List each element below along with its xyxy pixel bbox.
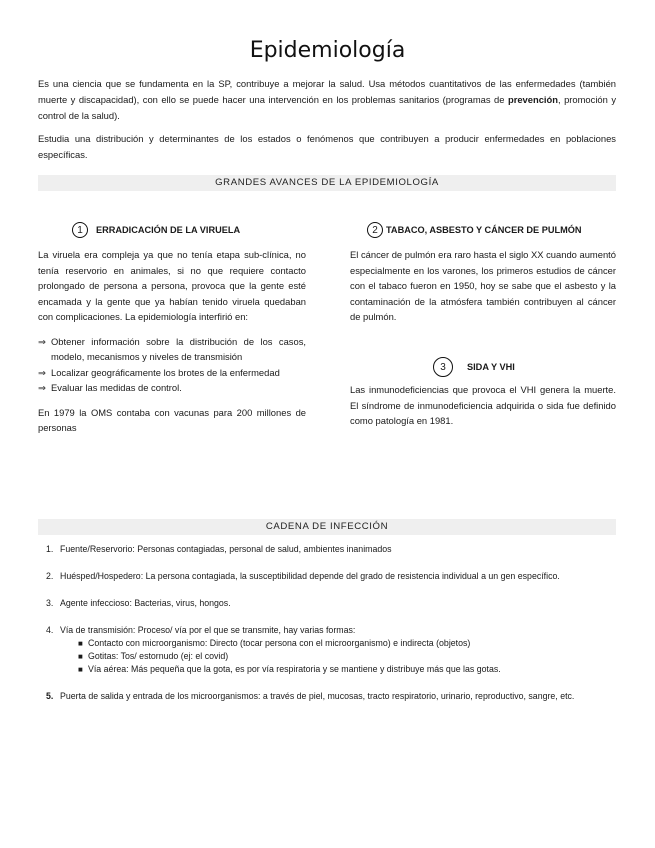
number-circle-icon: 1	[72, 222, 88, 238]
list-item: 5. Puerta de salida y entrada de los microorganismos: a través de piel, mucosas, tracto respiratorio, urinario, reproductivo, sangre, etc.	[46, 691, 575, 701]
bullet-icon: ■	[78, 639, 83, 648]
list-item: ⇒ Obtener información sobre la distribución de los casos, modelo, mecanismos y niveles de transmisión	[38, 334, 306, 365]
sub-list-item: ■ Vía aérea: Más pequeña que la gota, es por vía respiratoria y se mantiene y distribuye más que las gotas.	[78, 664, 501, 674]
list-item: 3. Agente infeccioso: Bacterias, virus, hongos.	[46, 598, 231, 608]
bullet-icon: ■	[78, 652, 83, 661]
sub-list	[78, 637, 616, 676]
chain-list	[46, 543, 616, 717]
section-band-avances: GRANDES AVANCES DE LA EPIDEMIOLOGÍA	[38, 175, 616, 191]
section-body-3: Las inmunodeficiencias que provoca el VHI genera la muerte. El síndrome de inmunodeficiencia adquirida o sida fue definido como patología en 1981.	[350, 384, 616, 426]
section-title-3: SIDA Y VHI	[467, 362, 515, 372]
oms-text: En 1979 la OMS contaba con vacunas para 200 millones de personas	[38, 406, 306, 433]
list-item: 2. Huésped/Hospedero: La persona contagiada, la susceptibilidad depende del grado de resistencia individual a un gen específico.	[46, 571, 560, 581]
number-circle-icon: 2	[367, 222, 383, 238]
section-body-2: El cáncer de pulmón era raro hasta el siglo XX cuando aumentó especialmente en los varones, los primeros estudios de cáncer con el tabaco fueron en 1950, hoy se sabe que el asbesto y la contaminación de la atmósfera también contribuyen al cáncer de pulmón.	[350, 249, 616, 322]
bullet-icon: ■	[78, 665, 83, 674]
sub-list-item: ■ Contacto con microorganismo: Directo (tocar persona con el microorganismo) e indirecta (objetos)	[78, 638, 471, 648]
page-title: Epidemiología	[249, 38, 406, 63]
sub-list-item: ■ Gotitas: Tos/ estornudo (ej: el covid)	[78, 651, 229, 661]
arrow-icon: ⇒	[38, 335, 46, 347]
section-heading-2	[367, 222, 582, 238]
section-title-1: ERRADICACIÓN DE LA VIRUELA	[96, 225, 241, 235]
list-item: 4. Vía de transmisión: Proceso/ vía por el que se transmite, hay varias formas: ■ Contacto con microorganismo: Directo (tocar persona con el microorganismo) e indirecta (objetos) ■ Gotitas: Tos/ estornudo (ej: el covid) ■ Vía aérea: Más pequeña que la gota, es por vía respiratoria y se mantiene y distribuye más que las gotas.	[46, 624, 616, 676]
intro-text-a: Es una ciencia que se fundamenta en la SP, contribuye a mejorar la salud. Usa métodos cuantitativos de las enfermedades (también muerte y discapacidad), con ello se puede hacer una intervención en los problemas sanitarios (programas de	[38, 78, 616, 105]
section-band-cadena: CADENA DE INFECCIÓN	[38, 519, 616, 535]
list-item: ⇒ Localizar geográficamente los brotes de la enfermedad	[38, 365, 306, 381]
number-circle-icon: 3	[433, 357, 453, 377]
viruela-text: La viruela era compleja ya que no tenía etapa sub-clínica, no tenía reservorio en animales, si no que requiere contacto prolongado de persona a persona, provoca que la gente esté encamada y la gente que ya habían tenido viruela quedaban con complicaciones. La epidemiología interfirió en:	[38, 249, 306, 322]
list-item: ⇒ Evaluar las medidas de control.	[38, 380, 306, 396]
section-heading-3	[433, 357, 515, 377]
section-title-2: TABACO, ASBESTO Y CÁNCER DE PULMÓN	[386, 225, 582, 235]
section-heading-1	[72, 222, 240, 238]
arrow-icon: ⇒	[38, 366, 46, 378]
intro-text-b: , promoción y control de la salud).	[38, 94, 617, 121]
intro-paragraph-2: Estudia una distribución y determinantes de los estados o fenómenos que contribuyen a producir enfermedades en poblaciones específicas.	[38, 133, 616, 160]
list-item: 1. Fuente/Reservorio: Personas contagiadas, personal de salud, ambientes inanimados	[46, 544, 392, 554]
arrow-icon: ⇒	[38, 382, 46, 393]
section-body-1	[38, 247, 306, 436]
intro-paragraph-1	[38, 76, 616, 124]
intro-bold-prevencion: prevención	[507, 94, 558, 105]
